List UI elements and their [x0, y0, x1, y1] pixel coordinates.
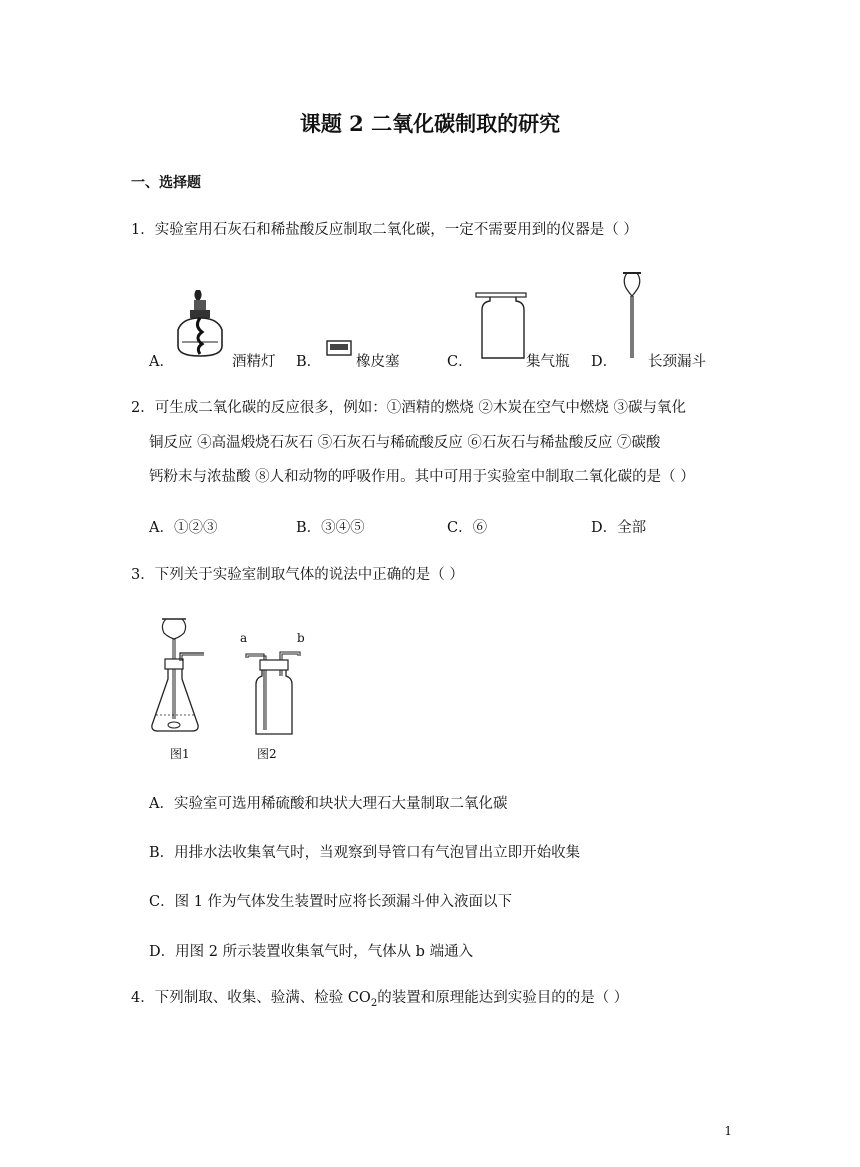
page-number: 1: [724, 1124, 732, 1138]
rubber-stopper-icon: [326, 340, 352, 356]
section-heading: 一、选择题: [131, 175, 201, 191]
q1-option-d-letter: D．: [591, 354, 618, 370]
q1-option-d-label: 长颈漏斗: [648, 354, 706, 370]
figure-2-apparatus: [244, 646, 304, 738]
q1-option-a-letter: A．: [149, 354, 174, 370]
question-2-line-2: 铜反应 ④高温煅烧石灰石 ⑤石灰石与稀硫酸反应 ⑥石灰石与稀盐酸反应 ⑦碳酸: [149, 435, 661, 451]
figure-2-caption: 图2: [257, 747, 277, 761]
page-title: 课题 2 二氧化碳制取的研究: [299, 111, 561, 136]
tube-a-label: a: [240, 631, 248, 645]
question-4-stem-pre: 4．下列制取、收集、验满、检验 CO: [131, 990, 371, 1006]
figure-1-apparatus: [148, 615, 210, 741]
co2-subscript: 2: [370, 997, 378, 1009]
q2-option-b: B．③④⑤: [296, 520, 365, 536]
question-2-line-3: 钙粉末与浓盐酸 ⑧人和动物的呼吸作用。其中可用于实验室中制取二氧化碳的是（ ）: [149, 469, 695, 485]
q2-option-a: A．①②③: [149, 520, 218, 536]
question-4-stem-post: 的装置和原理能达到实验目的的是（ ）: [377, 990, 629, 1006]
figure-1-caption: 图1: [170, 747, 190, 761]
q3-option-b: B．用排水法收集氧气时，当观察到导管口有气泡冒出立即开始收集: [149, 845, 581, 861]
q3-option-d: D．用图 2 所示装置收集氧气时，气体从 b 端通入: [149, 944, 474, 960]
q3-option-a: A．实验室可选用稀硫酸和块状大理石大量制取二氧化碳: [149, 796, 508, 812]
q3-option-c: C．图 1 作为气体发生装置时应将长颈漏斗伸入液面以下: [149, 894, 513, 910]
q1-option-a-label: 酒精灯: [232, 354, 276, 370]
long-neck-funnel-icon: [620, 270, 644, 362]
q1-option-b-label: 橡皮塞: [356, 354, 400, 370]
question-1-stem: 1．实验室用石灰石和稀盐酸反应制取二氧化碳，一定不需要用到的仪器是（ ）: [131, 222, 638, 238]
q2-option-c: C．⑥: [447, 520, 488, 536]
gas-collecting-bottle-icon: [474, 292, 530, 360]
q2-option-d: D．全部: [591, 520, 647, 536]
question-3-stem: 3．下列关于实验室制取气体的说法中正确的是（ ）: [131, 567, 464, 583]
q1-option-c-letter: C．: [447, 354, 473, 370]
q1-option-c-label: 集气瓶: [526, 354, 570, 370]
question-2-line-1: 2．可生成二氧化碳的反应很多，例如：①酒精的燃烧 ②木炭在空气中燃烧 ③碳与氧化: [131, 400, 686, 416]
q1-option-b-letter: B．: [296, 354, 322, 370]
alcohol-lamp-icon: [172, 286, 228, 362]
tube-b-label: b: [297, 631, 305, 645]
question-4-stem: [131, 988, 628, 1014]
